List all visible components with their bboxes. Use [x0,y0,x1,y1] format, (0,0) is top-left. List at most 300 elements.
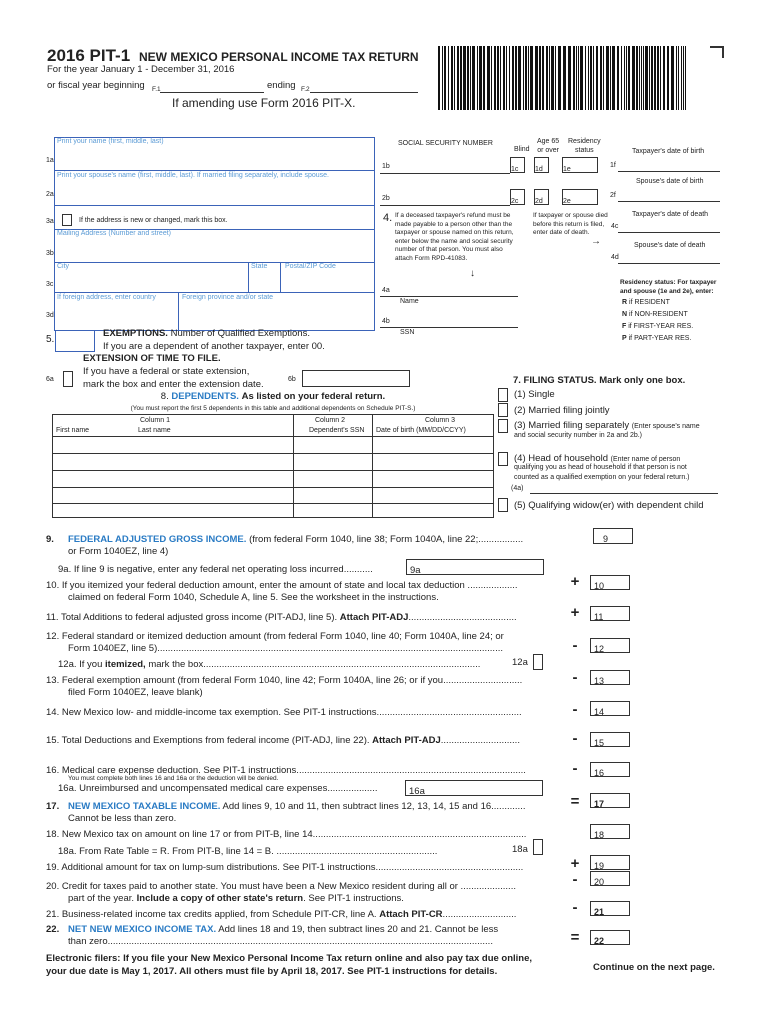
barcode-bar [442,46,443,110]
code-p: P [622,335,627,342]
line-18-box[interactable] [590,824,630,839]
barcode-bar [539,46,541,110]
efile-notice: Electronic filers: If you file your New Mexico Personal Income Tax return online and also pay tax due online, [46,953,533,964]
line-16a-text: 16a. Unreimbursed and uncompensated medical care expenses................... [58,783,378,794]
barcode-bar [628,46,630,110]
residency-code-r [622,299,670,306]
filing-hoh-checkbox[interactable] [498,452,508,466]
line-13-box[interactable] [590,670,630,685]
line-14-text: 14. New Mexico low- and middle-income tax exemption. See PIT-1 instructions....................................................... [46,707,522,718]
line-20-text: 20. Credit for taxes paid to another state. You must have been a New Mexico resident during all or ..................... [46,881,516,892]
line-3d: 3d [46,312,54,319]
line-21-dots: ............................ [442,909,517,920]
barcode-bar [563,46,566,110]
name-sublabel: Name [400,298,419,305]
line-12a-desc: 12a. If you [58,659,103,670]
address-changed-label: If the address is new or changed, mark this box. [79,217,228,224]
line-14-boxnum: 14 [594,707,605,717]
barcode-bar [530,46,533,110]
tp-dod-label: Taxpayer's date of death [632,211,709,218]
col2-sub: Dependent's SSN [309,427,365,434]
line-16-box[interactable] [590,762,630,777]
line-17-box[interactable] [590,793,630,808]
exemptions-title: EXEMPTIONS. [103,328,168,339]
barcode-bar [487,46,490,110]
barcode-bar [683,46,684,110]
line-2a: 2a [46,191,54,198]
line-16a-field[interactable] [405,780,543,796]
barcode-bar [555,46,556,110]
line-19-text: 19. Additional amount for tax on lump-sum distributions. See PIT-1 instructions........................................................ [46,862,524,873]
line-13-text2: filed Form 1040EZ, leave blank) [68,687,203,698]
deceased-refund-text: If a deceased taxpayer's refund must be made payable to a person other than the taxpayer or spouse named on this return, enter below the name and social security number of that person. You must also attach Form RPD-41083. [395,212,514,262]
barcode-bar [676,46,677,110]
line-21-desc: 21. Business-related income tax credits applied, from Schedule PIT-CR, line A. [46,909,377,920]
filing-widow-label: (5) Qualifying widow(er) with dependent child [514,500,704,511]
line-17-title: NEW MEXICO TAXABLE INCOME. [68,801,221,812]
sp-dob-label: Spouse's date of birth [636,178,704,185]
barcode-bar [551,46,554,110]
filing-separate-line [514,420,700,431]
barcode-bar [506,46,507,110]
arrow-right-icon: → [591,236,601,247]
efile-notice-2: your due date is May 1, 2017. All others must file by April 18, 2017. See PIT-1 instructions for details. [46,966,498,977]
line-12a-text [58,659,480,670]
address-changed-checkbox[interactable] [62,214,72,226]
exemptions-line [103,328,310,339]
barcode-bar [497,46,499,110]
barcode-bar [518,46,521,110]
line-18a-field[interactable] [533,839,543,855]
line-1b: 1b [382,163,390,170]
sp-blind-box[interactable] [510,189,525,205]
filing-single-checkbox[interactable] [498,388,508,402]
sp-age65-box[interactable] [534,189,549,205]
line-17-text2: Cannot be less than zero. [68,813,177,824]
fiscal-year-label: or fiscal year beginning [47,80,145,91]
line-21-boxnum: 21 [594,907,605,917]
line-14-box[interactable] [590,701,630,716]
line-16-note: You must complete both lines 16 and 16a or the deduction will be denied. [68,775,279,782]
foreign-province-label: Foreign province and/or state [182,294,274,301]
barcode-bar [451,46,453,110]
barcode-bar [542,46,544,110]
exemptions-field[interactable] [55,330,95,352]
tp-blind-box[interactable] [510,157,525,173]
barcode-bar [606,46,609,110]
line-20-text2 [68,893,404,904]
residency-code-n [622,311,688,318]
tp-age65-box[interactable] [534,157,549,173]
hoh-name-field[interactable] [530,493,718,494]
city-label: City [57,263,70,270]
filing-widow-checkbox[interactable] [498,498,508,512]
line-12-boxnum: 12 [594,644,605,654]
line-11-dots: ......................................... [408,612,517,623]
line-22-title: NET NEW MEXICO INCOME TAX. [68,924,217,935]
line-9-desc: (from federal Form 1040, line 38; Form 1040A, line 22;................. [249,534,524,545]
equals-icon: = [570,793,580,810]
line-9-num: 9. [46,534,54,545]
fiscal-end-field[interactable] [310,92,418,93]
age65-label: Age 65 or over [537,138,560,154]
barcode-bar [573,46,575,110]
line-12a-rest: mark the box......................................................................................................... [148,659,481,670]
code-f: F [622,323,627,330]
barcode-bar [472,46,475,110]
sp-dod-label: Spouse's date of death [634,242,706,249]
text-f: if FIRST-YEAR RES. [628,323,694,330]
line-10-text: 10. If you itemized your federal deduction amount, enter the amount of state and local tax deduction ................... [46,580,518,591]
barcode-bar [438,46,440,110]
residency-status-label: Residency status [568,138,601,154]
barcode-bar [617,46,619,110]
barcode-bar [568,46,571,110]
line-11-text [46,612,517,623]
col1-first: First name [56,427,90,434]
barcode [438,46,688,110]
line-1e: 1e [563,166,571,173]
line-13-text: 13. Federal exemption amount (from federal Form 1040, line 42; Form 1040A, line 26; or if you.............................. [46,675,523,686]
zip-label: Postal/ZIP Code [285,263,336,270]
barcode-bar [523,46,524,110]
barcode-bar [528,46,529,110]
ending-label: ending [267,80,296,91]
filing-joint-checkbox[interactable] [498,403,508,417]
line-9-box[interactable] [593,528,633,544]
code-r: R [622,299,628,306]
barcode-bar [463,46,466,110]
arrow-down-icon: ↓ [470,268,475,279]
line-17-desc: Add lines 9, 10 and 11, then subtract lines 12, 13, 14, 15 and 16............. [222,801,526,812]
form-year-title: 2016 PIT-1 [47,46,131,65]
form-title: NEW MEXICO PERSONAL INCOME TAX RETURN [139,50,419,64]
barcode-bar [624,46,625,110]
barcode-bar [610,46,611,110]
sp-residency-box[interactable] [562,189,598,205]
line-8: 8. [160,391,169,402]
date-of-death-text: If taxpayer or spouse died before this return is filed, enter date of death. [533,212,608,236]
line-4a: 4a [382,287,390,294]
barcode-bar [636,46,638,110]
barcode-bar [600,46,602,110]
filing-hoh-label: (4) Head of household [514,453,609,464]
barcode-bar [578,46,579,110]
barcode-bar [663,46,665,110]
barcode-bar [681,46,682,110]
col1-header: Column 1 [140,417,170,424]
line-20-2c: . See PIT-1 instructions. [303,893,404,904]
equals-icon: = [570,929,580,946]
col3-header: Column 3 [425,417,455,424]
line-12-text2: Form 1040EZ, line 5)................................................................................................................................... [68,643,503,654]
dependent-row[interactable] [52,487,494,488]
barcode-bar [657,46,659,110]
line-9-text2: or Form 1040EZ, line 4) [68,546,169,557]
line-15-box[interactable] [590,732,630,747]
ssn-label: SOCIAL SECURITY NUMBER [398,140,493,147]
line-20-boxnum: 20 [594,877,605,887]
barcode-bar [678,46,679,110]
barcode-bar [671,46,674,110]
line-19-box[interactable] [590,855,630,870]
line-11-desc: 11. Total Additions to federal adjusted gross income (PIT-ADJ, line 5). [46,612,338,623]
plus-icon: + [570,573,580,590]
line-15-desc: 15. Total Deductions and Exemptions from federal income (PIT-ADJ, line 22). [46,735,370,746]
line-2c: 2c [511,198,519,205]
amending-note: If amending use Form 2016 PIT-X. [172,96,356,110]
line-10-boxnum: 10 [594,581,605,591]
line-11-boxnum: 11 [594,612,604,622]
barcode-bar [457,46,459,110]
barcode-bar [641,46,642,110]
extension-title: EXTENSION OF TIME TO FILE. [83,353,221,364]
line-4d: 4d [611,254,619,261]
barcode-bar [632,46,635,110]
barcode-bar [535,46,538,110]
line-18-boxnum: 18 [594,830,605,840]
line-19-boxnum: 19 [594,861,605,871]
line-12-text: 12. Federal standard or itemized deduction amount (from federal Form 1040, line 40; Form 1040A, line 24; or [46,631,504,642]
line-1d: 1d [535,166,543,173]
line-12a-checkbox[interactable] [533,654,543,670]
continue-note: Continue on the next page. [593,962,715,973]
line-16-boxnum: 16 [594,768,605,778]
barcode-bar [477,46,478,110]
text-r: if RESIDENT [629,299,670,306]
minus-icon: - [572,637,578,654]
dependents-header [52,391,494,402]
barcode-bar [590,46,592,110]
filing-hoh-line [514,453,680,464]
dependents-title-rest: As listed on your federal return. [241,391,386,402]
filing-separate-note: (Enter spouse's name [631,423,700,430]
barcode-bar [454,46,455,110]
extension-line2: mark the box and enter the extension date. [83,379,264,390]
line-13-boxnum: 13 [594,676,605,686]
spouse-name-label: Print your spouse's name (first, middle, last). If married filing separately, include spouse. [57,172,329,179]
plus-icon: + [570,604,580,621]
filing-hoh-note3: counted as a qualified exemption on your federal return.) [514,474,690,481]
f1-label: F.1 [152,86,161,93]
line-22-box[interactable] [590,930,630,945]
barcode-bar [494,46,496,110]
corner-mark [710,46,724,58]
blind-label: Blind [514,146,530,153]
line-2b: 2b [382,195,390,202]
line-12-box[interactable] [590,638,630,653]
barcode-bar [546,46,548,110]
line-16-text: 16. Medical care expense deduction. See PIT-1 instructions....................................................................................... [46,765,526,776]
barcode-bar [491,46,492,110]
line-22-num: 22. [46,924,60,935]
line-18-text: 18. New Mexico tax on amount on line 17 or from PIT-B, line 14................................................................................. [46,829,527,840]
line-1a: 1a [46,157,54,164]
name-label: Print your name (first, middle, last) [57,138,164,145]
minus-icon: - [572,701,578,718]
barcode-bar [596,46,598,110]
line-3a: 3a [46,218,54,225]
text-p: if PART-YEAR RES. [628,335,692,342]
line-2d: 2d [535,198,543,205]
barcode-bar [460,46,462,110]
dependent-row[interactable] [52,470,494,471]
line-9-title: FEDERAL ADJUSTED GROSS INCOME. [68,534,247,545]
line-3b: 3b [46,250,54,257]
filing-separate-label: (3) Married filing separately [514,420,630,431]
line-16a-boxnum: 16a [409,786,425,797]
barcode-bar [593,46,594,110]
line-17-boxnum: 17 [594,799,605,809]
line-4b: 4b [382,318,390,325]
dependents-title: DEPENDENTS. [171,391,239,402]
barcode-bar [479,46,482,110]
filing-hoh-4a: (4a) [511,485,524,492]
barcode-bar [639,46,640,110]
line-12a-label: 12a [512,657,528,668]
line-6b: 6b [288,376,296,383]
barcode-bar [585,46,586,110]
barcode-bar [667,46,669,110]
state-label: State [251,263,268,270]
col3-sub: Date of birth (MM/DD/CCYY) [376,427,466,434]
filing-separate-note2: and social security number in 2a and 2b.) [514,432,643,439]
line-21-attach: Attach PIT-CR [379,909,443,920]
barcode-bar [643,46,644,110]
line-12a-bold: itemized, [105,659,146,670]
filing-hoh-note2: qualifying you as head of household if that person is not [514,464,687,471]
residency-code-p [622,335,691,342]
dependent-row[interactable] [52,503,494,504]
minus-icon: - [572,760,578,777]
barcode-graphic [438,46,688,110]
barcode-bar [558,46,561,110]
line-17-text [68,801,525,812]
tp-dob-label: Taxpayer's date of birth [632,148,705,155]
line-10-box[interactable] [590,575,630,590]
plus-icon: + [570,855,580,872]
barcode-bar [649,46,650,110]
dependent-note: If you are a dependent of another taxpayer, enter 00. [103,341,325,352]
minus-icon: - [572,669,578,686]
line-20-2b: Include a copy of other state's return [136,893,304,904]
barcode-bar [576,46,577,110]
col1-last: Last name [138,427,171,434]
line-20-box[interactable] [590,871,630,886]
tp-residency-box[interactable] [562,157,598,173]
ssn-sublabel: SSN [400,329,415,336]
barcode-bar [512,46,514,110]
line-11-box[interactable] [590,606,630,621]
line-9a-text: 9a. If line 9 is negative, enter any federal net operating loss incurred........... [58,564,373,575]
extension-line1: If you have a federal or state extension, [83,366,250,377]
tax-year-text: For the year January 1 - December 31, 2016 [47,64,235,75]
f2-label: F.2 [301,86,310,93]
line-21-text [46,909,516,920]
line-11-attach: Attach PIT-ADJ [339,612,409,623]
line-15-attach: Attach PIT-ADJ [372,735,441,746]
code-n: N [622,311,628,318]
barcode-bar [603,46,604,110]
line-15-dots: .............................. [440,735,520,746]
dependent-row[interactable] [52,453,494,454]
barcode-bar [588,46,589,110]
line-15-text [46,735,520,746]
filing-separate-checkbox[interactable] [498,419,508,433]
barcode-bar [500,46,501,110]
minus-icon: - [572,899,578,916]
line-18a-label: 18a [512,844,528,855]
line-6a: 6a [46,376,54,383]
barcode-bar [621,46,622,110]
barcode-bar [448,46,449,110]
extension-checkbox[interactable] [63,371,73,387]
dependents-note: (You must report the first 5 dependents in this table and additional dependents on Schedule PIT-S.) [130,405,416,412]
line-5: 5. [46,334,55,345]
line-10-text2: claimed on federal Form 1040, Schedule A, line 5. See the worksheet in the instructions. [68,592,439,603]
barcode-bar [503,46,505,110]
barcode-bar [651,46,653,110]
barcode-bar [660,46,661,110]
line-4: 4. [383,212,393,224]
mailing-address-label: Mailing Address (Number and street) [57,230,171,237]
line-18a-text: 18a. From Rate Table = R. From PIT-B, line 14 = B. ............................................................. [58,846,438,857]
barcode-bar [467,46,469,110]
fiscal-begin-field[interactable] [160,92,264,93]
barcode-bar [509,46,510,110]
line-22-desc: Add lines 18 and 19, then subtract lines 20 and 21. Cannot be less [218,924,499,935]
extension-date-field[interactable] [302,370,410,387]
exemptions-text: Number of Qualified Exemptions. [170,328,310,339]
line-9a-field[interactable] [406,559,544,575]
line-2e: 2e [563,198,571,205]
line-9a-boxnum: 9a [410,565,421,576]
filing-single-label: (1) Single [514,389,555,400]
minus-icon: - [572,871,578,888]
line-17-num: 17. [46,801,60,812]
barcode-bar [685,46,686,110]
line-22-boxnum: 22 [594,936,605,946]
barcode-bar [515,46,517,110]
barcode-bar [612,46,615,110]
line-15-boxnum: 15 [594,738,605,748]
residency-legend-title: Residency status: For taxpayer and spouse (1e and 2e), enter: [620,279,717,295]
barcode-bar [470,46,471,110]
barcode-bar [483,46,485,110]
barcode-bar [444,46,446,110]
line-20-2a: part of the year. [68,893,135,904]
barcode-bar [654,46,656,110]
line-22-text2: than zero.................................................................................................................................................. [68,936,493,947]
filing-status-title: 7. FILING STATUS. Mark only one box. [513,375,686,386]
col2-header: Column 2 [315,417,345,424]
line-4c: 4c [611,223,619,230]
line-2f: 2f [610,192,616,199]
filing-hoh-note: (Enter name of person [610,456,681,463]
line-22-text [68,924,498,935]
barcode-bar [645,46,648,110]
line-9-text [68,534,523,545]
barcode-bar [580,46,583,110]
text-n: if NON-RESIDENT [629,311,688,318]
barcode-bar [549,46,550,110]
filing-joint-label: (2) Married filing jointly [514,405,610,416]
barcode-bar [525,46,527,110]
residency-code-f [622,323,693,330]
line-9-boxnum: 9 [603,534,609,544]
line-21-box[interactable] [590,901,630,916]
line-1c: 1c [511,166,519,173]
